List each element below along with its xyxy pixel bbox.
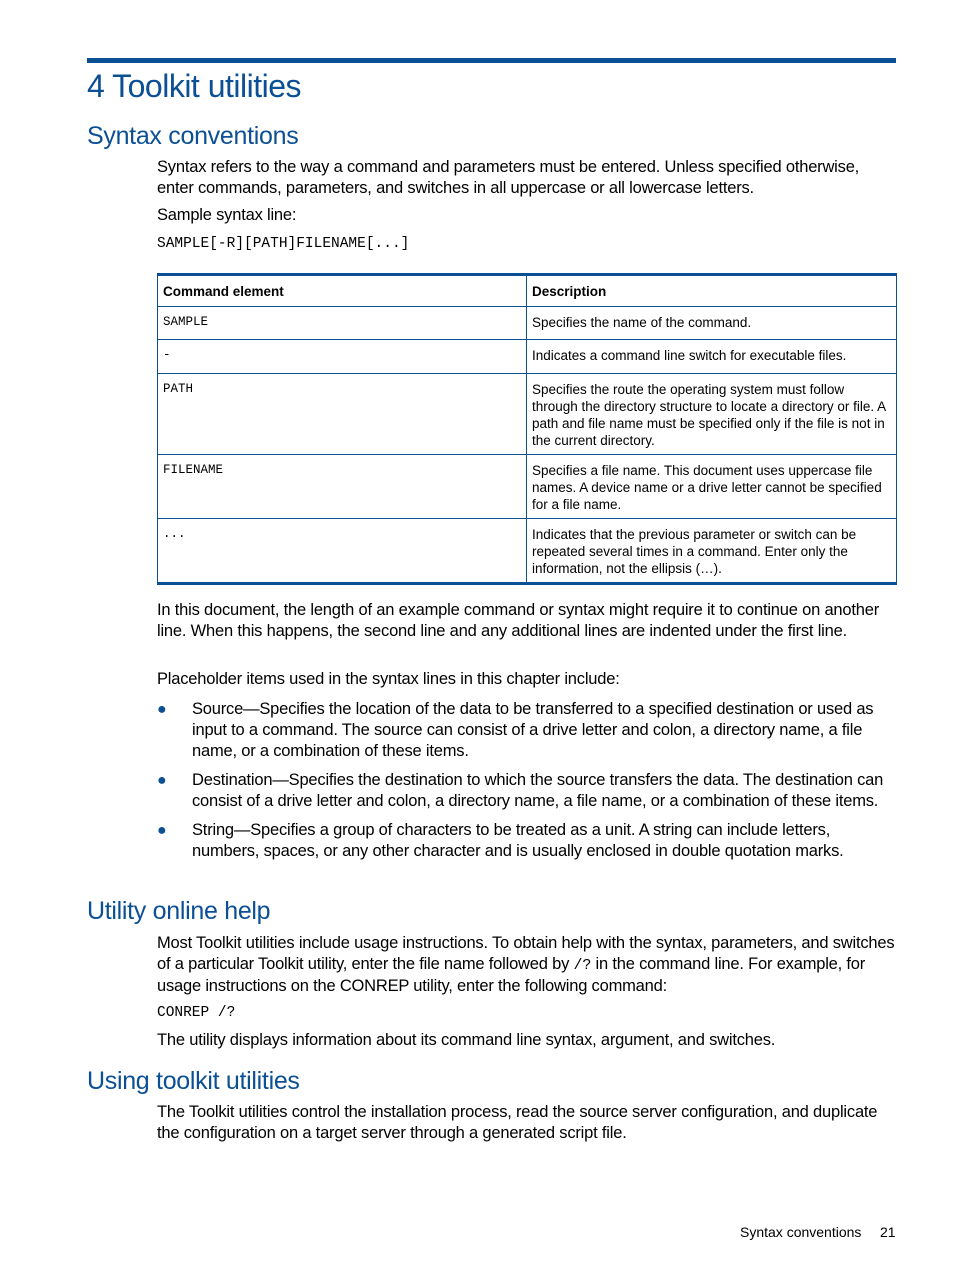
list-item [157,699,897,762]
placeholder-list [157,699,897,870]
chapter-rule [87,58,896,63]
length-paragraph: In this document, the length of an example command or syntax might require it to continue on another line. When this happens, the second line and any additional lines are indented under the first line. [157,601,880,640]
table-cell-description: Indicates a command line switch for executable files. [527,340,897,374]
using-paragraph: The Toolkit utilities control the installation process, read the source server configuration, and duplicate the configuration on a target server through a generated script file. [157,1103,878,1142]
table-cell-element: PATH [158,374,527,455]
table-row [158,374,897,455]
sample-label: Sample syntax line: [157,206,297,224]
help-text-before: Most Toolkit utilities include usage instructions. To obtain help with the syntax, parameters, and switches of a particular Toolkit utility, enter the file name followed by [157,934,895,973]
sample-syntax-line: SAMPLE[-R][PATH]FILENAME[...] [157,236,410,252]
table-cell-element: FILENAME [158,455,527,519]
chapter-title: 4 Toolkit utilities [87,68,302,104]
help-result: The utility displays information about its command line syntax, argument, and switches. [157,1031,776,1049]
table-header-row [158,275,897,307]
table-header-element: Command element [158,275,527,307]
list-item-text: Source—Specifies the location of the data to be transferred to a specified destination or used as input to a command. The source can consist of a drive letter and colon, a directory name, a file name, or a combination of these items. [192,700,874,760]
table-row [158,307,897,340]
syntax-table [157,273,897,585]
table-cell-element: ... [158,519,527,584]
list-item-text: String—Specifies a group of characters to be treated as a unit. A string can include letters, numbers, spaces, or any other character and is usually enclosed in double quotation marks. [192,821,844,860]
conrep-command: CONREP /? [157,1005,236,1021]
table-row [158,455,897,519]
table-row [158,519,897,584]
footer-page-number: 21 [880,1224,896,1240]
syntax-intro: Syntax refers to the way a command and parameters must be entered. Unless specified otherwise, enter commands, parameters, and switches in all uppercase or all lowercase letters. [157,158,860,197]
list-item [157,770,897,812]
bullet-icon: ● [157,701,167,718]
list-item-text: Destination—Specifies the destination to which the source transfers the data. The destination can consist of a drive letter and colon, a directory name, a file name, or a combination of these items. [192,771,884,810]
placeholder-paragraph: Placeholder items used in the syntax lines in this chapter include: [157,670,620,688]
using-heading: Using toolkit utilities [87,1067,300,1095]
syntax-heading: Syntax conventions [87,122,299,150]
help-text-after: in the command line. For example, for usage instructions on the CONREP utility, enter the following command: [157,955,866,995]
table-cell-description: Specifies the name of the command. [527,307,897,340]
table-cell-description: Specifies the route the operating system must follow through the directory structure to locate a directory or file. A path and file name must be specified only if the file is not in the current directory. [527,374,897,455]
bullet-icon: ● [157,822,167,839]
table-row [158,340,897,374]
list-item [157,820,897,862]
table-cell-element: SAMPLE [158,307,527,340]
help-paragraph [157,933,897,997]
footer-section: Syntax conventions [740,1224,862,1240]
table-cell-description: Specifies a file name. This document uses uppercase file names. A device name or a drive letter cannot be specified for a file name. [527,455,897,519]
bullet-icon: ● [157,772,167,789]
table-header-description: Description [527,275,897,307]
table-cell-description: Indicates that the previous parameter or switch can be repeated several times in a command. Enter only the information, not the ellipsis (…). [527,519,897,584]
help-inline-code: /? [573,957,592,974]
table-cell-element: - [158,340,527,374]
help-heading: Utility online help [87,897,271,925]
